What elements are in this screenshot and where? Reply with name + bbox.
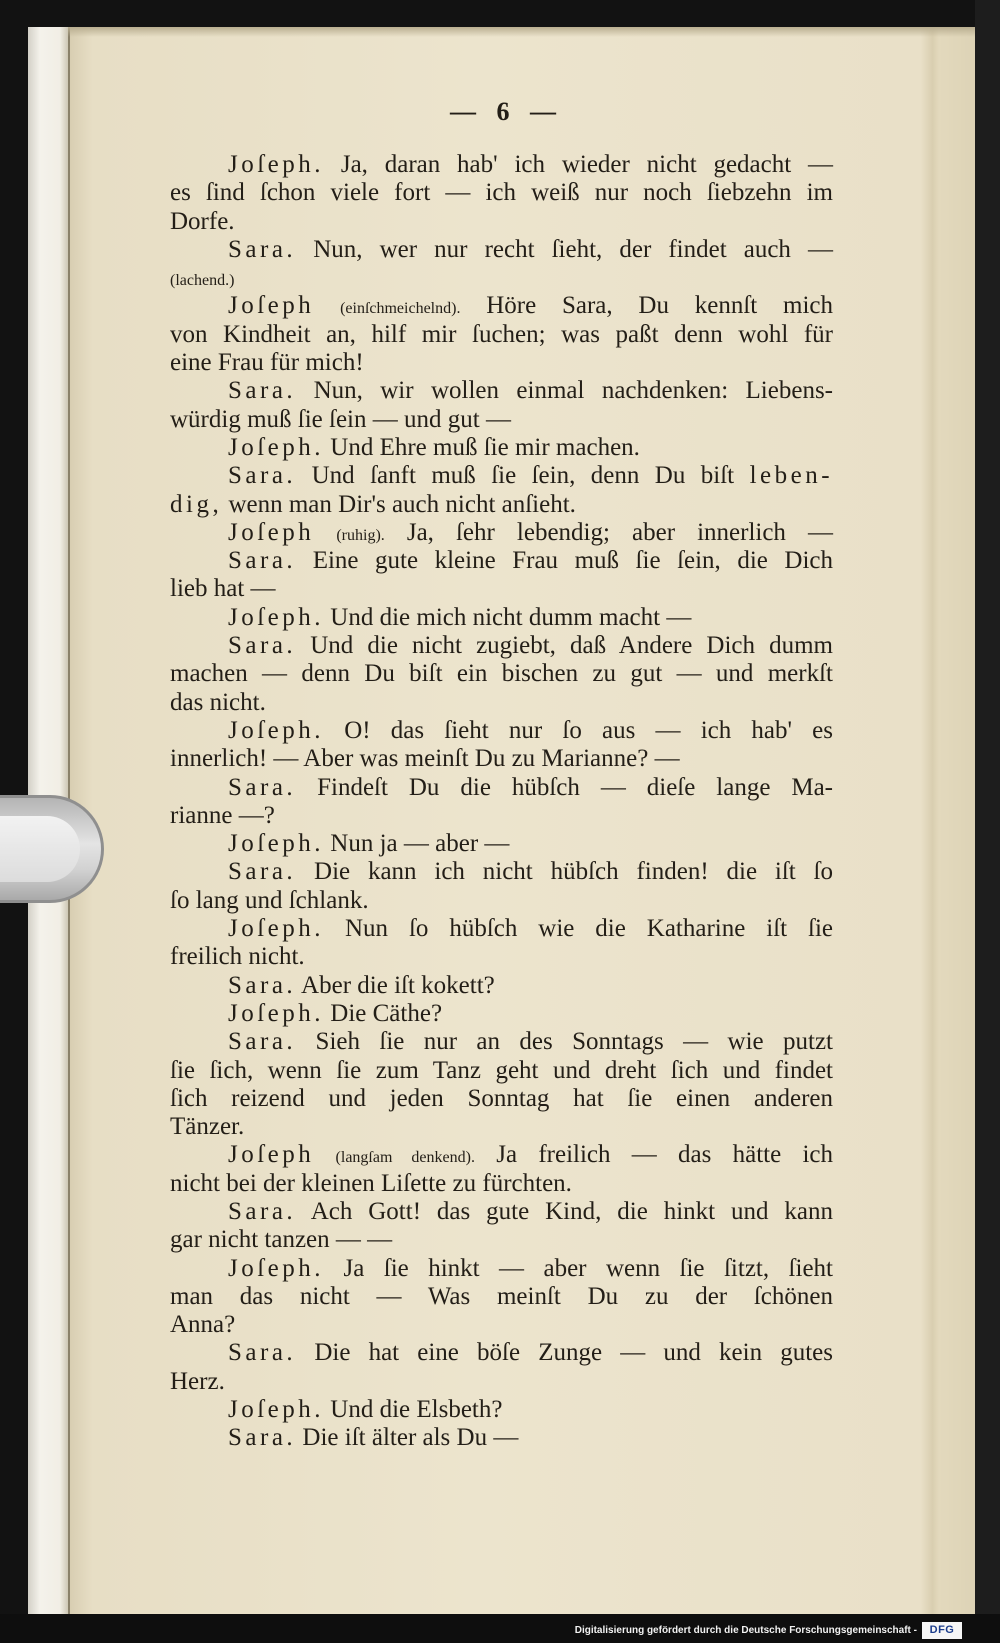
speaker-name: Sara. bbox=[228, 547, 297, 575]
text-line bbox=[170, 236, 833, 264]
text-line bbox=[170, 830, 833, 858]
line-text: Anna? bbox=[170, 1311, 236, 1339]
speaker-name: Joſeph. bbox=[228, 999, 325, 1027]
speaker-name: Sara. bbox=[228, 773, 297, 801]
line-text: Die kann ich nicht hübſch finden! die iſt ſo bbox=[314, 858, 833, 886]
line-text: Und Ehre muß ſie mir machen. bbox=[330, 433, 640, 461]
speaker-name: Joſeph. bbox=[228, 915, 325, 943]
text-line bbox=[170, 1057, 833, 1085]
text-line bbox=[170, 406, 833, 434]
text-line bbox=[170, 1000, 833, 1028]
speaker-name: Sara. bbox=[228, 235, 297, 263]
text-line bbox=[170, 745, 833, 773]
line-text: gar nicht tanzen — — bbox=[170, 1226, 393, 1254]
text-line bbox=[170, 1170, 833, 1198]
text-line bbox=[170, 1396, 833, 1424]
speaker-name: Sara. bbox=[228, 377, 297, 405]
line-text: ſo lang und ſchlank. bbox=[170, 886, 369, 914]
line-text: man das nicht — Was meinſt Du zu der ſchönen bbox=[170, 1282, 833, 1310]
dfg-logo: DFG bbox=[922, 1622, 962, 1639]
text-line bbox=[170, 1226, 833, 1254]
line-text: Ja freilich — das hätte ich bbox=[496, 1141, 833, 1169]
scanner-clip-highlight bbox=[0, 816, 80, 882]
text-line bbox=[170, 462, 833, 490]
speaker-name: Joſeph. bbox=[228, 716, 325, 744]
text-line bbox=[170, 1028, 833, 1056]
text-line bbox=[170, 943, 833, 971]
speaker-name: Joſeph. bbox=[228, 433, 325, 461]
text-line bbox=[170, 434, 833, 462]
line-text: Nun, wer nur recht ſieht, der findet auch — bbox=[313, 235, 833, 263]
line-text: Ach Gott! das gute Kind, die hinkt und kann bbox=[310, 1197, 833, 1225]
footer-credit: Digitalisierung gefördert durch die Deutsche Forschungsgemeinschaft - bbox=[574, 1625, 917, 1636]
line-text: Findeſt Du die hübſch — dieſe lange Ma- bbox=[317, 773, 833, 801]
line-text: würdig muß ſie ſein — und gut — bbox=[170, 405, 511, 433]
text-line bbox=[170, 1311, 833, 1339]
speaker-name: Sara. bbox=[228, 1339, 297, 1367]
stage-direction: (ruhig). bbox=[336, 526, 385, 544]
text-line bbox=[170, 774, 833, 802]
stage-direction: (langſam denkend). bbox=[335, 1149, 475, 1167]
text-line bbox=[170, 575, 833, 603]
text-line bbox=[170, 972, 833, 1000]
speaker-name: Joſeph. bbox=[228, 151, 325, 178]
line-text: Höre Sara, Du kennſt mich bbox=[486, 292, 834, 320]
page-number: — 6 — bbox=[450, 97, 556, 126]
line-text: Die iſt älter als Du — bbox=[302, 1424, 519, 1452]
speaker-name: Joſeph bbox=[228, 518, 315, 546]
text-line bbox=[170, 632, 833, 660]
line-text: Aber die iſt kokett? bbox=[301, 971, 495, 999]
line-text: Ja, daran hab' ich wieder nicht gedacht — bbox=[340, 151, 833, 178]
text-line bbox=[170, 349, 833, 377]
line-text: Sieh ſie nur an des Sonntags — wie putzt bbox=[315, 1028, 833, 1056]
line-text: Und die Elsbeth? bbox=[330, 1396, 503, 1424]
line-text: Nun ſo hübſch wie die Katharine iſt ſie bbox=[344, 915, 834, 943]
text-line bbox=[170, 1424, 833, 1452]
line-text: Ja, ſehr lebendig; aber innerlich — bbox=[406, 518, 833, 546]
text-line bbox=[170, 1085, 833, 1113]
speaker-name: Joſeph bbox=[228, 292, 315, 320]
speaker-name: Sara. bbox=[228, 858, 297, 886]
line-text: es ſind ſchon viele fort — ich weiß nur noch ſiebzehn im bbox=[170, 179, 833, 207]
text-line bbox=[170, 802, 833, 830]
speaker-name: Joſeph. bbox=[228, 603, 325, 631]
line-text: das nicht. bbox=[170, 688, 266, 716]
speaker-name: Sara. bbox=[228, 1197, 297, 1225]
line-text: Und die mich nicht dumm macht — bbox=[330, 603, 692, 631]
text-line bbox=[170, 1141, 833, 1169]
line-text: nicht bei der kleinen Liſette zu fürchten. bbox=[170, 1169, 572, 1197]
line-text: Die hat eine böſe Zunge — und kein gutes bbox=[314, 1339, 834, 1367]
text-line bbox=[170, 717, 833, 745]
line-text: wenn man Dir's auch nicht anſieht. bbox=[228, 490, 576, 518]
text-line bbox=[170, 208, 833, 236]
text-line bbox=[170, 1255, 833, 1283]
text-line bbox=[170, 1198, 833, 1226]
text-line bbox=[170, 179, 833, 207]
text-line bbox=[170, 292, 833, 320]
text-line bbox=[170, 1283, 833, 1311]
line-text: Nun, wir wollen einmal nachdenken: Liebens- bbox=[313, 377, 833, 405]
stage-direction: (lachend.) bbox=[170, 272, 235, 290]
line-text: Nun ja — aber — bbox=[330, 830, 510, 858]
speaker-name: Joſeph bbox=[228, 1141, 315, 1169]
text-line bbox=[170, 321, 833, 349]
text-line bbox=[170, 1368, 833, 1396]
play-text bbox=[170, 151, 833, 1453]
line-text: freilich nicht. bbox=[170, 943, 305, 971]
text-line bbox=[170, 915, 833, 943]
text-line bbox=[170, 660, 833, 688]
text-line bbox=[170, 604, 833, 632]
text-line bbox=[170, 151, 833, 179]
text-line bbox=[170, 1113, 833, 1141]
line-text: von Kindheit an, hilf mir ſuchen; was paßt denn wohl für bbox=[170, 320, 833, 348]
text-line bbox=[170, 264, 833, 292]
line-text: O! das ſieht nur ſo aus — ich hab' es bbox=[344, 716, 834, 744]
line-text: eine Frau für mich! bbox=[170, 349, 364, 377]
line-text: Dorfe. bbox=[170, 207, 235, 235]
speaker-name: Joſeph. bbox=[228, 1396, 325, 1424]
emphasized-text: dig, bbox=[170, 490, 223, 518]
scan-border bbox=[975, 0, 1000, 1643]
text-line bbox=[170, 491, 833, 519]
page-top-edge bbox=[68, 27, 975, 37]
speaker-name: Sara. bbox=[228, 1028, 297, 1056]
line-text: Tänzer. bbox=[170, 1113, 245, 1141]
speaker-name: Sara. bbox=[228, 971, 297, 999]
stage-direction: (einſchmeichelnd). bbox=[340, 300, 461, 318]
line-text: Und die nicht zugiebt, daß Andere Dich dumm bbox=[310, 632, 833, 660]
speaker-name: Sara. bbox=[228, 462, 297, 490]
text-line bbox=[170, 1339, 833, 1367]
line-text: Ja ſie hinkt — aber wenn ſie ſitzt, ſieht bbox=[343, 1254, 833, 1282]
line-text: innerlich! — Aber was meinſt Du zu Marianne? — bbox=[170, 745, 680, 773]
line-text: Herz. bbox=[170, 1367, 225, 1395]
speaker-name: Joſeph. bbox=[228, 1254, 325, 1282]
text-line bbox=[170, 689, 833, 717]
line-text: Eine gute kleine Frau muß ſie ſein, die Dich bbox=[312, 547, 833, 575]
line-text: ſie ſich, wenn ſie zum Tanz geht und dreht ſich und findet bbox=[170, 1056, 833, 1084]
line-text: ſich reizend und jeden Sonntag hat ſie einen anderen bbox=[170, 1084, 833, 1112]
speaker-name: Joſeph. bbox=[228, 830, 325, 858]
text-line bbox=[170, 547, 833, 575]
text-line bbox=[170, 858, 833, 886]
text-line bbox=[170, 887, 833, 915]
speaker-name: Sara. bbox=[228, 1424, 297, 1452]
line-text: Und ſanft muß ſie ſein, denn Du biſt bbox=[311, 462, 735, 490]
emphasized-text: leben- bbox=[749, 462, 834, 490]
text-line bbox=[170, 519, 833, 547]
line-text: lieb hat — bbox=[170, 575, 276, 603]
line-text: Die Cäthe? bbox=[330, 999, 443, 1027]
line-text: machen — denn Du biſt ein bischen zu gut — und merkſt bbox=[170, 660, 833, 688]
text-line bbox=[170, 377, 833, 405]
speaker-name: Sara. bbox=[228, 632, 297, 660]
scanner-clip bbox=[0, 795, 104, 903]
line-text: rianne —? bbox=[170, 801, 275, 829]
